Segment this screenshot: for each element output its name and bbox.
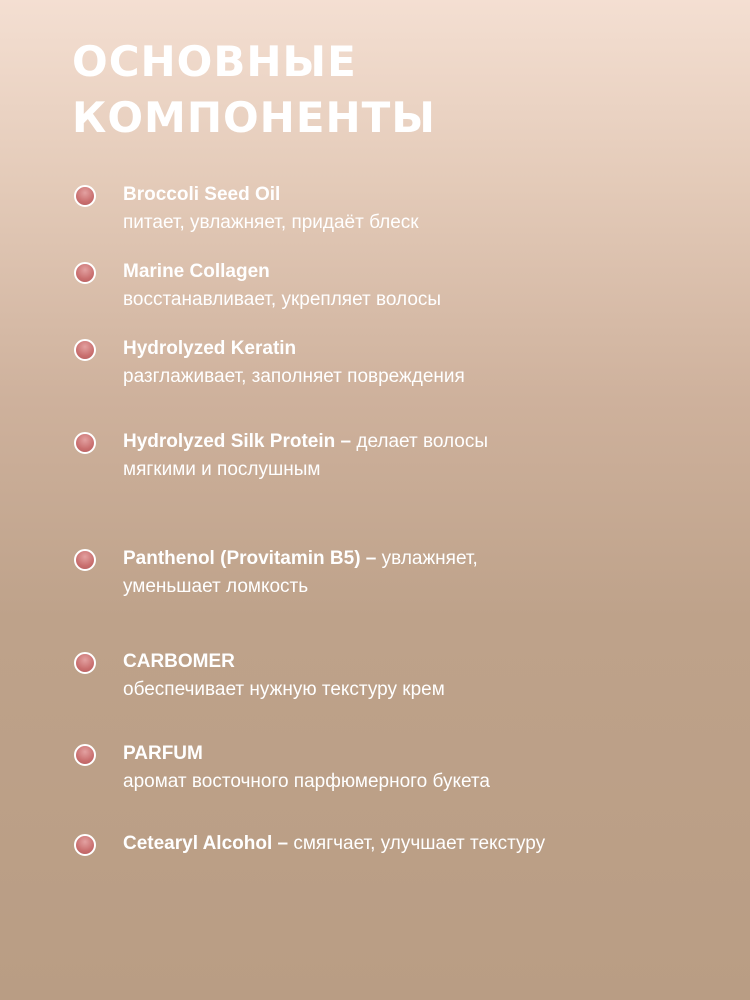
bullet-icon bbox=[74, 652, 96, 674]
bullet-icon bbox=[74, 339, 96, 361]
ingredient-description: аромат восточного парфюмерного букета bbox=[123, 771, 490, 792]
page-title bbox=[72, 34, 436, 146]
ingredient-description: восстанавливает, укрепляет волосы bbox=[123, 289, 442, 310]
title-line-2: КОМПОНЕНТЫ bbox=[72, 93, 436, 142]
ingredient-name: Marine Collagen bbox=[123, 261, 270, 282]
ingredient-name: CARBOMER bbox=[123, 651, 235, 672]
ingredient-description: смягчает, улучшает текстуру bbox=[293, 833, 546, 854]
ingredient-name: PARFUM bbox=[123, 743, 203, 764]
ingredient-description: разглаживает, заполняет повреждения bbox=[123, 366, 465, 387]
bullet-icon bbox=[74, 262, 96, 284]
bullet-icon bbox=[74, 432, 96, 454]
bullet-icon bbox=[74, 834, 96, 856]
bullet-icon bbox=[74, 744, 96, 766]
bullet-icon bbox=[74, 185, 96, 207]
ingredient-description: увлажняет, уменьшает ломкость bbox=[123, 548, 478, 597]
ingredient-description: делает волосы мягкими и послушным bbox=[123, 431, 489, 480]
title-line-1: ОСНОВНЫЕ bbox=[72, 37, 357, 86]
ingredient-name: Cetearyl Alcohol – bbox=[123, 833, 289, 854]
ingredient-name: Broccoli Seed Oil bbox=[123, 184, 281, 205]
ingredient-description: обеспечивает нужную текстуру крем bbox=[123, 679, 445, 700]
ingredient-name: Panthenol (Provitamin B5) – bbox=[123, 548, 377, 569]
bullet-icon bbox=[74, 549, 96, 571]
ingredient-description: питает, увлажняет, придаёт блеск bbox=[123, 212, 419, 233]
ingredient-name: Hydrolyzed Silk Protein – bbox=[123, 431, 352, 452]
ingredient-name: Hydrolyzed Keratin bbox=[123, 338, 297, 359]
